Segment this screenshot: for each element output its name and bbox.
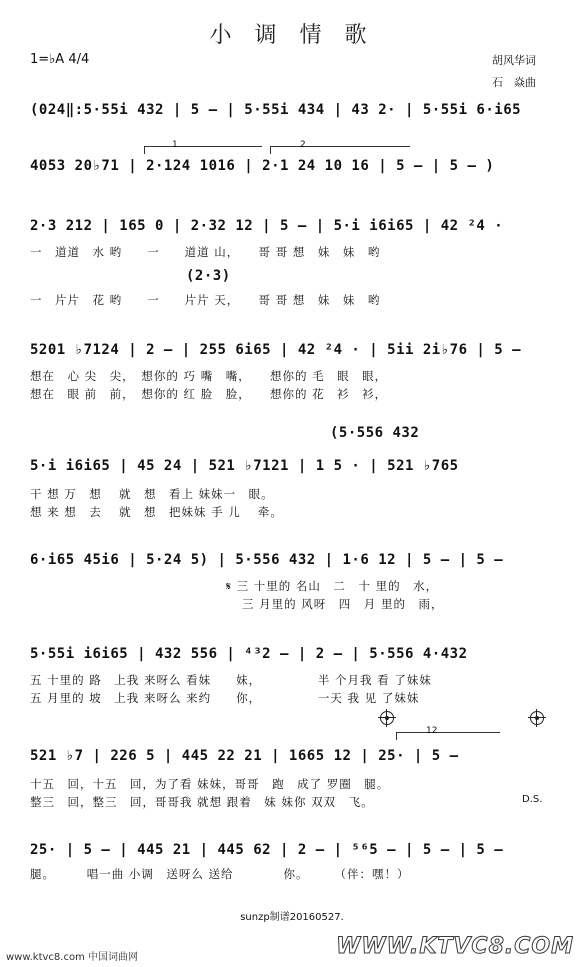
lyric-line-5b: 想 来 想 去 就 想 把妹妹 手 儿 牵。	[30, 505, 283, 519]
lyric-line-4a: 想在 心 尖 尖， 想你的 巧 嘴 嘴， 想你的 毛 眼 眼，	[30, 369, 388, 383]
lyric-line-8a: 十五 回，十五 回，为了看 妹妹，哥哥 跑 成了 罗圈 腿。	[30, 777, 390, 791]
volta-bracket-12	[396, 732, 500, 733]
lyric-line-3b: 一 片片 花 哟 一 片片 天， 哥 哥 想 妹 妹 哟	[30, 293, 381, 307]
volta-bracket-1	[144, 146, 262, 147]
notes-line-5: 5·i i6i65 | 45 24 | 521 ♭7121 | 1 5 · | 521 ♭765	[30, 458, 459, 474]
lyric-line-6a: 𝄋 三 十里的 名山 二 十 里的 水，	[226, 579, 439, 593]
coda-sign-left	[380, 711, 394, 725]
notes-line-7: 5·55i i6i65 | 432 556 | ⁴³2 – | 2 – | 5·556 4·432	[30, 646, 468, 662]
notes-line-3: 2·3 212 | 165 0 | 2·32 12 | 5 – | 5·i i6i65 | 42 ²4 ·	[30, 218, 504, 234]
coda-sign-right	[530, 711, 544, 725]
song-title: 小 调 情 歌	[209, 23, 375, 48]
volta-bracket-1-edge	[144, 146, 145, 154]
pickup-line-3: (2·3)	[186, 268, 231, 284]
dal-segno-mark: D.S.	[522, 794, 543, 805]
arranger-footer: sunzp制谱20160527.	[240, 912, 344, 923]
key-signature: 1=♭A 4/4	[30, 52, 90, 67]
lyric-line-9: 腿。 唱一曲 小调 送呀么 送给 你。 （伴：嘿！）	[30, 867, 410, 881]
volta-2-number: 2	[300, 140, 306, 150]
notes-line-1: (024‖:5·55i 432 | 5 – | 5·55i 434 | 43 2· | 5·55i 6·i65	[30, 102, 522, 118]
volta-bracket-2-edge	[270, 146, 271, 154]
pickup-line-5: (5·556 432	[330, 425, 420, 441]
lyric-line-6b: 三 月里的 风呀 四 月 里的 雨，	[242, 597, 444, 611]
composer-credit: 石 焱曲	[492, 76, 536, 89]
lyric-line-4b: 想在 眼 前 前， 想你的 红 脸 脸， 想你的 花 衫 衫，	[30, 387, 388, 401]
lyric-line-7b: 五 月里的 坡 上我 来呀么 来约 你， 一天 我 见 了妹妹	[30, 691, 420, 705]
lyric-line-5a: 干 想 万 想 就 想 看上 妹妹一 眼。	[30, 487, 274, 501]
notes-line-2: 4053 20♭71 | 2·124 1016 | 2·1 24 10 16 | 5 – | 5 – )	[30, 158, 495, 174]
watermark-right: WWW.KTVC8.COM	[336, 934, 574, 959]
lyric-line-8b: 整三 回，整三 回，哥哥我 就想 跟着 妹 妹你 双双 飞。	[30, 795, 374, 809]
volta-bracket-2	[270, 146, 410, 147]
lyric-line-7a: 五 十里的 路 上我 来呀么 看妹 妹， 半 个月我 看 了妹妹	[30, 673, 432, 687]
volta-1-number: 1	[172, 140, 178, 150]
watermark-left: www.ktvc8.com 中国词曲网	[6, 952, 139, 963]
notes-line-6: 6·i65 45i6 | 5·24 5) | 5·556 432 | 1·6 12 | 5 – | 5 –	[30, 552, 504, 568]
notes-line-8: 521 ♭7 | 226 5 | 445 22 21 | 1665 12 | 25· | 5 –	[30, 748, 459, 764]
volta-bracket-12-edge	[396, 732, 397, 740]
lyric-line-3a: 一 道道 水 哟 一 道道 山， 哥 哥 想 妹 妹 哟	[30, 245, 381, 259]
volta-12-number: 12	[426, 726, 438, 736]
notes-line-9: 25· | 5 – | 445 21 | 445 62 | 2 – | ⁵⁶5 – | 5 – | 5 –	[30, 842, 504, 858]
lyricist-credit: 胡风华词	[492, 54, 536, 67]
notes-line-4: 5201 ♭7124 | 2 – | 255 6i65 | 42 ²4 · | 5ii 2i♭76 | 5 –	[30, 342, 522, 358]
